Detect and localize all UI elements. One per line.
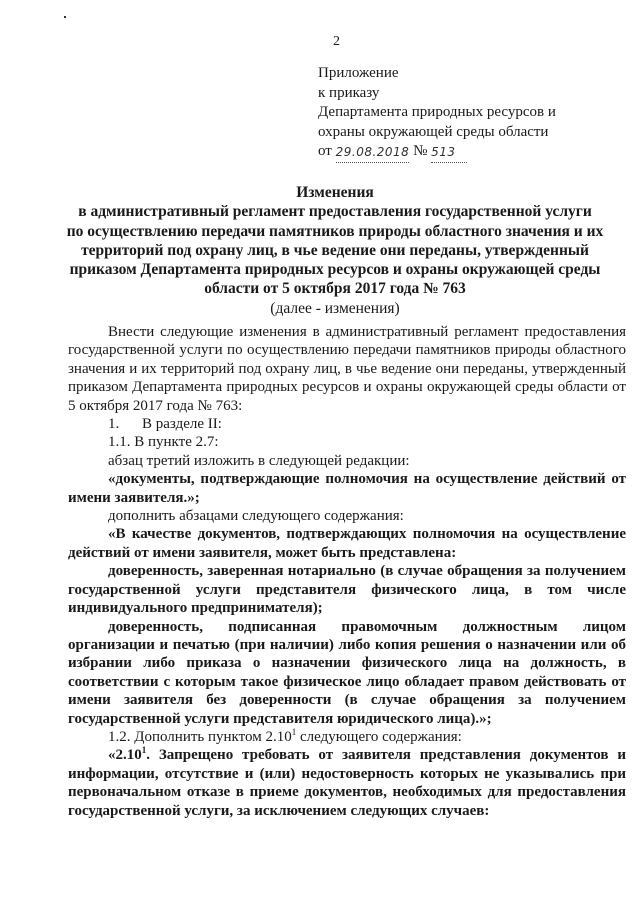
paragraph-d: «В качестве документов, подтверждающих полномочия на осуществление действий от имени заявителя, может быть представлена: [68, 526, 626, 561]
paragraph-g [68, 746, 626, 820]
scan-speck [64, 16, 66, 18]
paragraph-g-pre: «2.10 [108, 747, 142, 764]
annex-date-value: 29.08.2018 [335, 145, 410, 159]
intro-paragraph: Внести следующие изменения в административный регламент предоставления государственной услуги по осуществлению передачи памятников природы областного значения и их территорий под охрану лиц, в чье ведение они переданы, утвержденный приказом Департамента природных ресурсов и охраны окружающей среды области от 5 октября 2017 года № 763: [68, 324, 626, 414]
paragraph-c: дополнить абзацами следующего содержания: [108, 508, 404, 525]
title-line-5: приказом Департамента природных ресурсов и охраны окружающей среды [69, 261, 601, 279]
item-1 [68, 415, 626, 433]
item-1-2-post: следующего содержания: [296, 728, 462, 745]
page-number: 2 [333, 34, 340, 49]
annex-date-line [318, 142, 556, 163]
document-title [60, 183, 610, 318]
title-line-1: Изменения [296, 184, 374, 201]
item-1-2 [68, 728, 626, 746]
title-line-3: по осуществлению передачи памятников природы областного значения и их [66, 222, 604, 240]
annex-date-prefix: от [318, 143, 332, 159]
title-line-4: территорий под охрану лиц, в чье ведение они переданы, утвержденный [81, 241, 589, 259]
annex-line-1: Приложение [318, 65, 399, 81]
item-1-2-sup: 1 [291, 726, 297, 737]
paragraph-g-post: . Запрещено требовать от заявителя представления документов и информации, отсутствие и (или) недостоверность которых не указывались при первоначальном отказе в приеме документов, необходимых для предоставления государственной услуги, за исключением следующих случаев: [68, 747, 626, 819]
paragraph-a: абзац третий изложить в следующей редакции: [108, 452, 410, 469]
title-line-7: (далее - изменения) [270, 299, 400, 317]
title-line-6: области от 5 октября 2017 года № 763 [204, 280, 466, 298]
item-1-text: В разделе II: [142, 416, 222, 433]
annex-line-3: Департамента природных ресурсов и [318, 104, 556, 120]
paragraph-b: «документы, подтверждающие полномочия на осуществление действий от имени заявителя.»; [68, 471, 626, 506]
annex-line-4: охраны окружающей среды области [318, 123, 549, 140]
item-1-2-pre: 1.2. Дополнить пунктом 2.10 [108, 728, 292, 745]
paragraph-g-sup: 1 [141, 745, 147, 756]
document-body [68, 323, 626, 820]
annex-line-2: к приказу [318, 84, 380, 101]
paragraph-f: доверенность, подписанная правомочным должностным лицом организации и печатью (при наличии) либо копия решения о назначении или об избрании либо приказа о назначении физического лица на должность, в соответствии с которым такое физическое лицо обладает правом действовать от имени заявителя без доверенности (в случае обращения за получением государственной услуги представителя юридического лица).»; [68, 618, 626, 727]
item-1-1: 1.1. В пункте 2.7: [108, 434, 219, 451]
annex-block [318, 64, 556, 163]
annex-num-value: 513 [431, 145, 456, 159]
annex-num-prefix: № [413, 143, 428, 159]
paragraph-e: доверенность, заверенная нотариально (в случае обращения за получением государственной услуги представителя физического лица, в том числе индивидуального предпринимателя); [68, 563, 626, 617]
title-line-2: в административный регламент предоставления государственной услуги [78, 203, 592, 221]
item-1-number: 1. [108, 416, 120, 433]
